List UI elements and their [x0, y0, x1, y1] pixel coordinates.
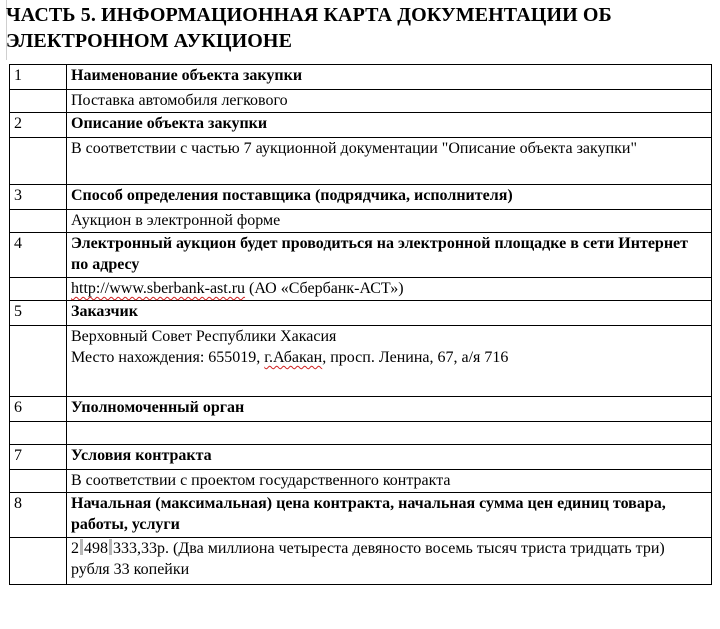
platform-link[interactable]: http://www.sberbank-ast.ru [71, 280, 246, 297]
section-content[interactable] [67, 538, 712, 585]
section-number: 6 [10, 397, 67, 422]
table-row [10, 493, 712, 538]
price-thousands: 498 [84, 540, 108, 557]
section-number: 4 [10, 233, 67, 278]
section-number: 7 [10, 445, 67, 470]
empty-number-cell [10, 538, 67, 585]
empty-number-cell [10, 210, 67, 233]
section-number: 3 [10, 185, 67, 210]
section-content[interactable]: Аукцион в электронной форме [67, 210, 712, 233]
empty-number-cell [10, 278, 67, 301]
empty-number-cell [10, 326, 67, 397]
section-content[interactable]: В соответствии с частью 7 аукционной документации "Описание объекта закупки" [67, 138, 712, 185]
text-cursor [109, 539, 112, 555]
section-number: 8 [10, 493, 67, 538]
section-number: 2 [10, 113, 67, 138]
city-name: г.Абакан [264, 349, 323, 366]
table-row [10, 445, 712, 470]
table-row [10, 301, 712, 326]
table-row [10, 538, 712, 585]
table-row [10, 326, 712, 397]
section-content[interactable]: Поставка автомобиля легкового [67, 90, 712, 113]
table-row [10, 278, 712, 301]
section-heading[interactable]: Условия контракта [67, 445, 712, 470]
section-heading[interactable]: Наименование объекта закупки [67, 65, 712, 90]
section-number: 5 [10, 301, 67, 326]
empty-number-cell [10, 470, 67, 493]
table-row [10, 90, 712, 113]
section-content[interactable] [67, 326, 712, 397]
customer-address: Место нахождения: 655019, г.Абакан, просп. Ленина, 67, а/я 716 [71, 349, 509, 366]
table-row [10, 185, 712, 210]
price-digit: 2 [71, 540, 79, 557]
table-row [10, 65, 712, 90]
table-row [10, 138, 712, 185]
section-content[interactable] [67, 278, 712, 301]
text-cursor [80, 539, 83, 555]
empty-number-cell [10, 90, 67, 113]
section-heading[interactable]: Способ определения поставщика (подрядчика, исполнителя) [67, 185, 712, 210]
table-row [10, 210, 712, 233]
section-heading[interactable]: Уполномоченный орган [67, 397, 712, 422]
customer-name: Верховный Совет Республики Хакасия [71, 328, 337, 345]
table-row [10, 233, 712, 278]
information-card-table [9, 64, 712, 585]
section-heading[interactable]: Описание объекта закупки [67, 113, 712, 138]
empty-number-cell [10, 138, 67, 185]
section-content[interactable]: В соответствии с проектом государственного контракта [67, 470, 712, 493]
platform-operator: (АО «Сбербанк-АСТ») [249, 280, 404, 297]
section-number: 1 [10, 65, 67, 90]
price-text: 333,33р. (Два миллиона четыреста девяносто восемь тысяч триста тридцать три) рубля 33 копейки [71, 540, 665, 578]
table-row [10, 397, 712, 422]
table-row [10, 470, 712, 493]
section-heading[interactable]: Электронный аукцион будет проводиться на электронной площадке в сети Интернет по адресу [67, 233, 712, 278]
section-heading[interactable]: Начальная (максимальная) цена контракта, начальная сумма цен единиц товара, работы, услуги [67, 493, 712, 538]
section-content[interactable] [67, 422, 712, 445]
empty-number-cell [10, 422, 67, 445]
table-row [10, 422, 712, 445]
table-row [10, 113, 712, 138]
document-title: ЧАСТЬ 5. ИНФОРМАЦИОННАЯ КАРТА ДОКУМЕНТАЦИИ ОБ ЭЛЕКТРОННОМ АУКЦИОНЕ [6, 4, 612, 52]
section-heading[interactable]: Заказчик [67, 301, 712, 326]
